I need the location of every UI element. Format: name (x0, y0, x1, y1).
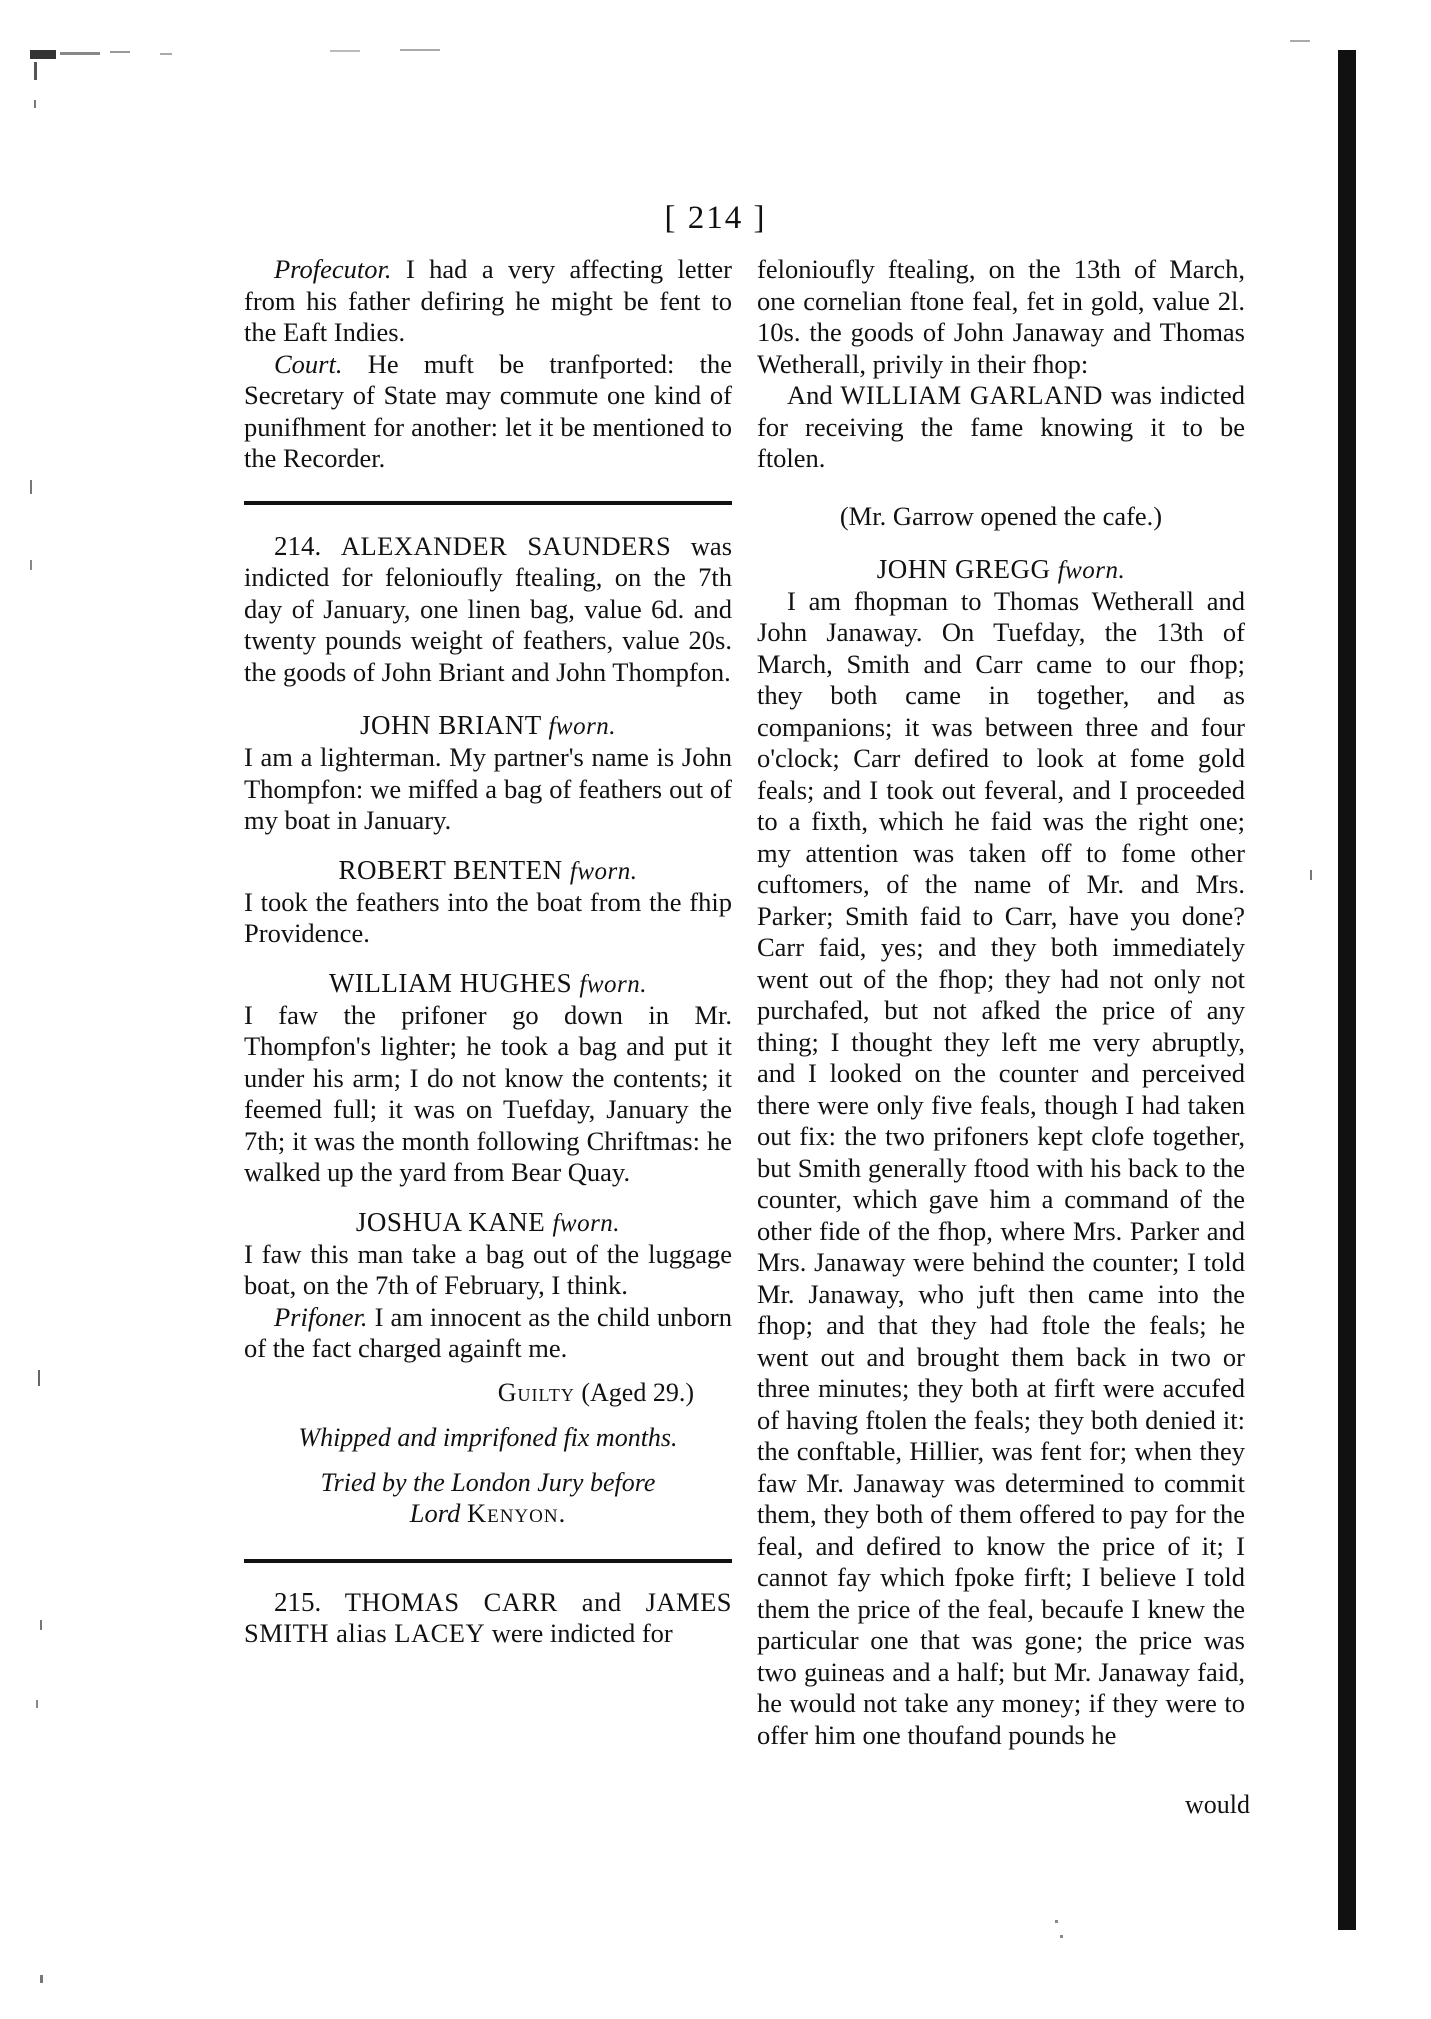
sentence: Whipped and imprifoned fix months. (298, 1422, 678, 1452)
witness-name: ROBERT BENTEN (338, 854, 563, 885)
witness-heading (244, 1207, 732, 1239)
witness-heading (244, 968, 732, 1000)
case-215-defendants: THOMAS CARR and JAMES SMITH alias LACEY (244, 1586, 733, 1648)
case-214-indictment (244, 531, 732, 689)
right-column (757, 254, 1245, 1751)
page-number: [ 214 ] (664, 200, 767, 236)
prosecutor-text: I had a very affecting letter from his father defiring he might be fent to the Eaft Indies. (244, 254, 732, 347)
left-column (244, 254, 732, 1650)
witness-heading (757, 554, 1245, 586)
witness-testimony: I am fhopman to Thomas Wetherall and John Janaway. On Tuefday, the 13th of March, Smith and Carr came to our fhop; they both came in together, and as companions; it was between three and four o'clock; Carr defired to look at fome gold feals; and I took out feveral, and I proceeded to a fixth, which he faid was the right one; my attention was taken off to fome other cuftomers, of the name of Mr. and Mrs. Parker; Smith faid to Carr, have you done? Carr faid, yes; and they both immediately went out of the fhop; they had not only not purchafed, but not afked the price of any thing; I thought they left me very abruptly, and I looked on the counter and perceived there were only five feals, though I had taken out fix: the two prifoners kept clofe together, but Smith generally ftood with his back to the counter, which gave him a command of the other fide of the fhop, where Mrs. Parker and Mrs. Janaway were behind the counter; I told Mr. Janaway, who juft then came into the fhop; and that they had ftole the feals; he went out and brought them back in two or three minutes; they both at firft were accufed of having ftolen the feals; they both denied it: the conftable, Hillier, was fent for; when they faw Mr. Janaway was determined to commit them, they both of them offered to pay for the feal, and defired to know the price of it; I cannot fay which fpoke firft; I believe I told them the price of the feal, becaufe I knew the particular one that was gone; the price was two guineas and a half; but Mr. Janaway faid, he would not take any money; if they were to offer him one thoufand pounds he (757, 585, 1245, 1750)
speaker-prosecutor: Profecutor. (274, 254, 392, 284)
indictment-continuation: felonioufly ftealing, on the 13th of March, one cornelian ftone feal, fet in gold, value 2l. 10s. the goods of John Janaway and Thomas Wetherall, privily in their fhop: (757, 254, 1245, 379)
judge-title: Lord (409, 1497, 461, 1528)
witness-heading (244, 710, 732, 742)
case-215-number: 215. (274, 1586, 322, 1617)
prisoner-statement (244, 1302, 732, 1365)
court-statement (244, 349, 732, 475)
prosecutor-statement (244, 254, 732, 349)
sworn-label: fworn. (1057, 556, 1126, 584)
verdict (244, 1377, 732, 1408)
witness-testimony: I faw this man take a bag out of the luggage boat, on the 7th of February, I think. (244, 1238, 732, 1300)
tried-by-line: Tried by the London Jury before (320, 1467, 656, 1497)
sworn-label: fworn. (579, 970, 648, 998)
judge-line (244, 1498, 732, 1529)
garland-indictment (757, 380, 1245, 475)
garland-text: was indicted for receiving the fame knowing it to be ftolen. (757, 380, 1246, 473)
sworn-label: fworn. (552, 1209, 621, 1237)
verdict-age: (Aged 29.) (581, 1377, 694, 1407)
witness-name: WILLIAM HUGHES (328, 967, 573, 998)
witness-name: JOHN GREGG (876, 553, 1051, 584)
case-opened-note: (Mr. Garrow opened the cafe.) (839, 500, 1163, 531)
case-214-number: 214. (274, 530, 322, 561)
witness-heading (244, 855, 732, 887)
verdict-word: Guilty (497, 1377, 575, 1407)
witness-name: JOSHUA KANE (355, 1206, 546, 1237)
sworn-label: fworn. (548, 713, 617, 740)
binding-edge (1338, 50, 1356, 1930)
witness-testimony: I took the feathers into the boat from the fhip Providence. (244, 886, 732, 948)
garland-name: WILLIAM GARLAND (840, 380, 1103, 410)
court-text: He muft be tranfported: the Secretary of State may commute one kind of punifhment for another: let it be mentioned to the Recorder. (244, 348, 732, 473)
case-214-text: was indicted for felonioufly ftealing, on the 7th day of January, one linen bag, value 6d. and twenty pounds weight of feathers, value 20s. the goods of John Briant and John Thompfon. (244, 530, 733, 687)
prisoner-text: I am innocent as the child unborn of the fact charged againft me. (244, 1301, 732, 1363)
case-214-defendant: ALEXANDER SAUNDERS (340, 530, 672, 561)
catchword: would (1185, 1790, 1250, 1819)
garland-pre: And (787, 380, 833, 410)
witness-name: JOHN BRIANT (359, 710, 542, 740)
speaker-court: Court. (274, 348, 343, 379)
speaker-prisoner: Prifoner. (274, 1301, 368, 1332)
witness-testimony: I faw the prifoner go down in Mr. Thompfon's lighter; he took a bag and put it under his arm; I do not know the contents; it feemed full; it was on Tuefday, January the 7th; it was the month following Chriftmas: he walked up the yard from Bear Quay. (244, 999, 732, 1187)
judge-name: Kenyon. (466, 1497, 567, 1528)
sworn-label: fworn. (569, 857, 638, 885)
case-215-indictment (244, 1587, 732, 1650)
witness-testimony: I am a lighterman. My partner's name is John Thompfon: we miffed a bag of feathers out of my boat in January. (244, 742, 732, 835)
case-215-text: were indicted for (491, 1618, 673, 1648)
